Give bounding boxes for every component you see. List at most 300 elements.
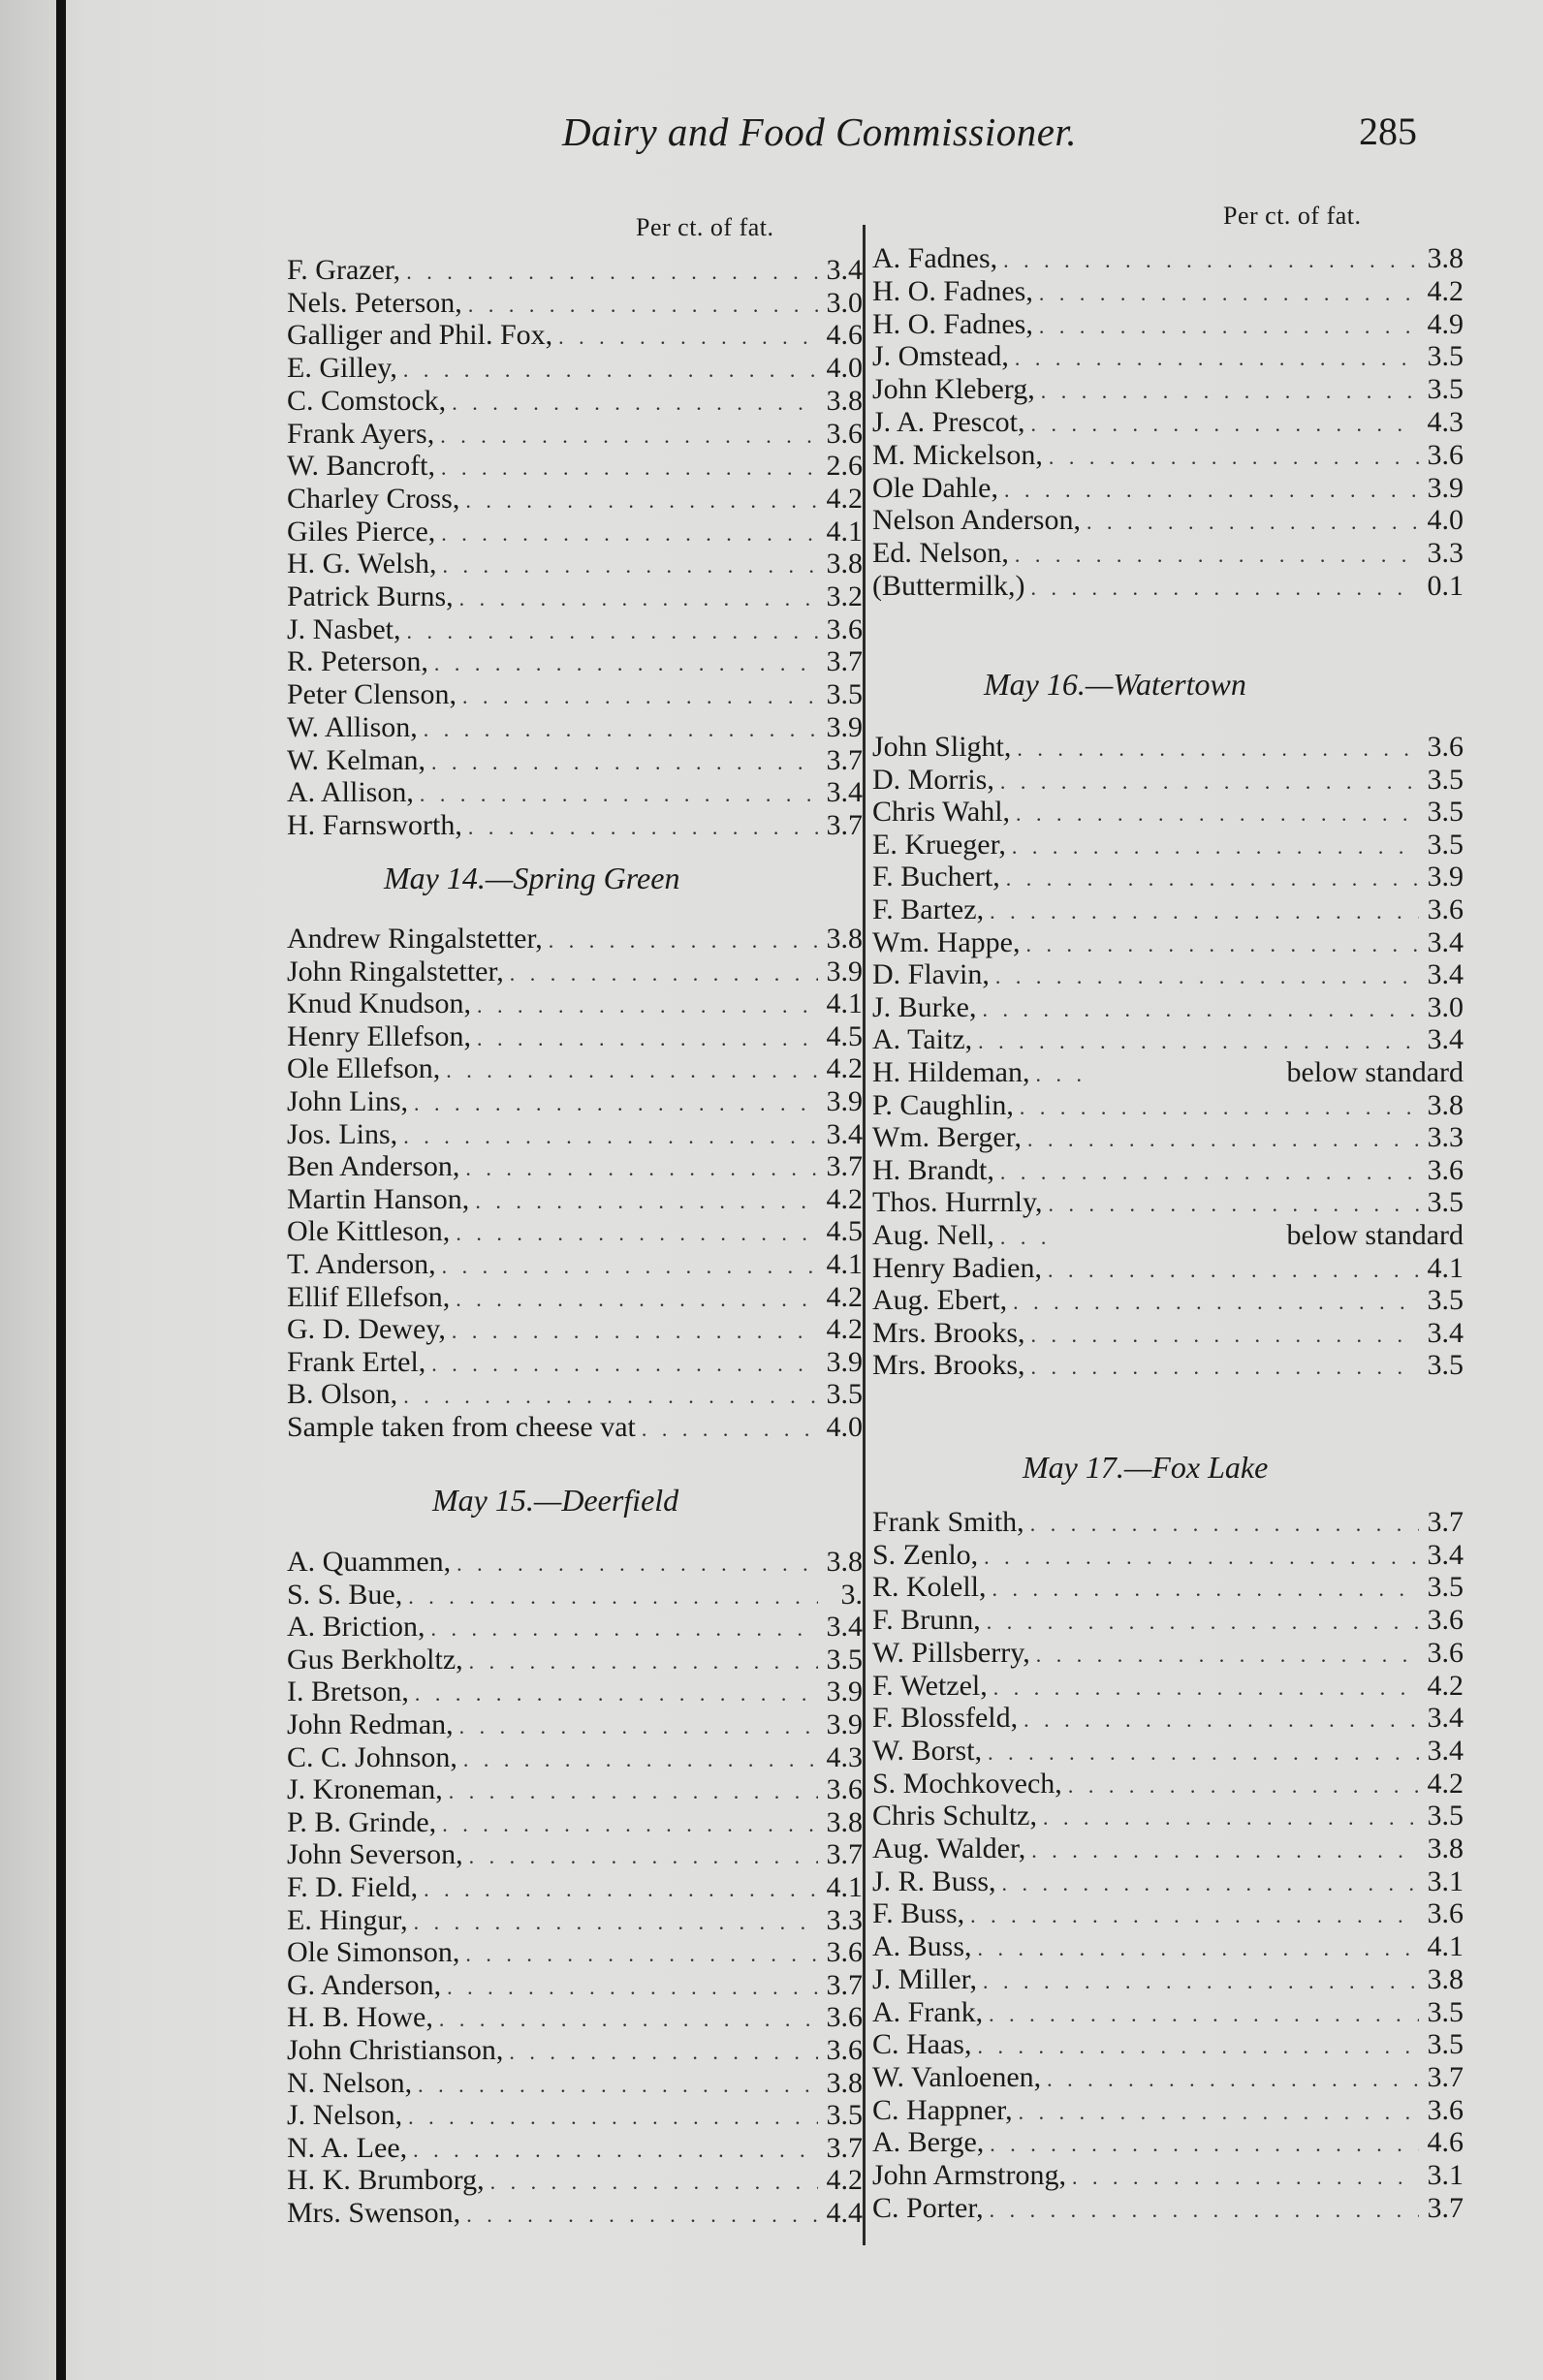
leader-dots	[984, 1541, 1419, 1574]
entry-name: A. Quammen,	[287, 1546, 452, 1578]
fat-percentage: 3.9	[1427, 471, 1464, 504]
entry-name: John Slight,	[872, 731, 1012, 763]
leader-dots	[424, 1873, 818, 1906]
fat-percentage: 4.0	[1427, 504, 1464, 537]
leader-dots	[406, 615, 818, 648]
fat-percentage: 3.9	[826, 1345, 863, 1378]
entry-name: C. Haas,	[872, 2028, 972, 2061]
leader-dots	[440, 420, 818, 453]
list-item	[872, 1963, 1464, 1996]
leader-dots	[977, 2030, 1419, 2063]
leader-dots	[434, 647, 818, 680]
fat-percentage: 3.4	[1427, 958, 1464, 991]
entry-name: F. Buss,	[872, 1897, 965, 1930]
fat-percentage: 3.6	[1427, 1604, 1464, 1637]
entry-name: J. Nelson,	[287, 2099, 403, 2132]
list-item	[872, 764, 1464, 797]
leader-dots	[1039, 310, 1419, 343]
entry-name: H. B. Howe,	[287, 2001, 433, 2034]
entry-name: Knud Knudson,	[287, 987, 472, 1020]
list-item	[287, 2197, 863, 2230]
fat-percentage: 4.2	[1427, 1669, 1464, 1702]
fat-percentage: 3.4	[1427, 1316, 1464, 1349]
entry-name: G. D. Dewey,	[287, 1313, 446, 1346]
entry-name: W. Pillsberry,	[872, 1636, 1030, 1669]
entry-name: F. Brunn,	[872, 1604, 981, 1637]
list-item	[287, 1411, 863, 1444]
list-item	[872, 2192, 1464, 2225]
fat-percentage: 3.4	[826, 1611, 863, 1644]
fat-percentage: 3.5	[826, 2099, 863, 2132]
page-number: 285	[1359, 110, 1417, 153]
leader-dots	[1017, 733, 1419, 766]
entry-name: H. Brandt,	[872, 1153, 994, 1186]
fat-percentage: 4.1	[826, 515, 863, 548]
entry-name: Thos. Hurrnly,	[872, 1186, 1043, 1219]
leader-dots	[465, 1938, 818, 1971]
list-item	[872, 1702, 1464, 1735]
fat-percentage: 3.1	[1427, 2159, 1464, 2191]
leader-dots	[995, 960, 1419, 993]
list-item	[872, 1996, 1464, 2029]
entry-name: Ole Kittleson,	[287, 1215, 451, 1248]
list-item	[287, 254, 863, 287]
entry-name: Ole Dahle,	[872, 471, 998, 504]
fat-percentage: 3.0	[826, 286, 863, 319]
entry-name: Nelson Anderson,	[872, 504, 1081, 537]
entry-name: W. Allison,	[287, 710, 418, 743]
fat-percentage: 4.5	[826, 1215, 863, 1248]
leader-dots	[990, 2194, 1419, 2227]
list-item	[287, 2034, 863, 2067]
fat-percentage: 3.4	[1427, 1538, 1464, 1571]
leader-dots	[989, 1998, 1419, 2031]
leader-dots	[490, 2166, 818, 2199]
list-item	[872, 472, 1464, 505]
leader-dots	[1004, 474, 1419, 507]
leader-dots	[441, 452, 818, 485]
list-item	[872, 991, 1464, 1024]
list-item	[287, 483, 863, 516]
list-item	[287, 923, 863, 955]
entry-name: Ole Simonson,	[287, 1936, 460, 1969]
list-item	[872, 1571, 1464, 1604]
entry-name: Chris Wahl,	[872, 796, 1011, 829]
fat-percentage: 3.8	[1427, 242, 1464, 274]
entry-name: Galliger and Phil. Fox,	[287, 319, 553, 352]
list-item	[287, 1346, 863, 1379]
entry-name: A. Berge,	[872, 2126, 985, 2159]
fat-percentage: 3.4	[826, 254, 863, 286]
entry-name: Mrs. Swenson,	[287, 2197, 461, 2229]
list-item	[872, 796, 1464, 829]
list-item	[287, 1644, 863, 1676]
entry-name: Mrs. Brooks,	[872, 1316, 1025, 1349]
fat-percentage: 3.5	[1427, 2028, 1464, 2061]
entry-name: F. Grazer,	[287, 254, 401, 286]
entry-name: Ellif Ellefson,	[287, 1280, 451, 1313]
entry-name: E. Hingur,	[287, 1903, 408, 1936]
entry-name: John Redman,	[287, 1708, 454, 1740]
list-item	[287, 1741, 863, 1774]
fat-percentage: 3.4	[1427, 1702, 1464, 1735]
leader-dots	[465, 1152, 818, 1185]
list-item	[872, 1539, 1464, 1572]
fat-percentage: 3.6	[1427, 438, 1464, 471]
entry-name: F. Bartez,	[872, 893, 985, 925]
entry-name: A. Fadnes,	[872, 242, 998, 274]
leader-dots	[477, 1022, 818, 1055]
leader-dots	[462, 680, 818, 713]
leader-dots	[988, 1737, 1419, 1769]
leader-dots	[558, 321, 818, 354]
list-item	[872, 1154, 1464, 1187]
fat-percentage: 3.3	[1427, 537, 1464, 570]
leader-dots	[1068, 1769, 1419, 1802]
leader-dots	[1020, 1091, 1419, 1124]
list-item	[287, 352, 863, 385]
leader-dots	[1049, 441, 1419, 474]
list-item	[287, 1611, 863, 1644]
entry-name: Charley Cross,	[287, 482, 460, 515]
leader-dots	[1002, 1867, 1419, 1900]
leader-dots	[1030, 572, 1419, 605]
leader-dots	[1031, 1319, 1419, 1352]
entry-name: S. Zenlo,	[872, 1538, 979, 1571]
fat-percentage: 3.7	[826, 808, 863, 841]
fat-percentage: 4.0	[826, 1411, 863, 1443]
entry-name: E. Krueger,	[872, 828, 1006, 861]
leader-dots	[439, 2003, 818, 2036]
entry-name: G. Anderson,	[287, 1968, 442, 2001]
fat-percentage: 3.7	[826, 1968, 863, 2001]
list-item	[872, 1930, 1464, 1963]
leader-dots	[456, 1217, 818, 1250]
fat-percentage: 3.9	[826, 955, 863, 987]
entry-name: Ed. Nelson,	[872, 537, 1009, 570]
fat-percentage: 4.3	[826, 1740, 863, 1773]
list-item	[872, 1089, 1464, 1122]
list-item	[287, 580, 863, 613]
leader-dots	[978, 1025, 1419, 1058]
fat-percentage: 3.1	[1427, 1864, 1464, 1897]
list-item	[287, 418, 863, 451]
fat-percentage: 4.6	[1427, 2126, 1464, 2159]
fat-percentage: 3.7	[826, 645, 863, 678]
leader-dots	[1025, 928, 1419, 961]
page-header	[0, 109, 1543, 167]
entry-name: Henry Ellefson,	[287, 1019, 471, 1052]
leader-dots	[1031, 1351, 1419, 1384]
entry-name: W. Borst,	[872, 1734, 983, 1767]
fat-percentage: 3.5	[1427, 340, 1464, 373]
entry-name: (Buttermilk,)	[872, 570, 1025, 602]
leader-dots	[424, 713, 818, 746]
leader-dots	[469, 1840, 818, 1873]
fat-percentage: 4.1	[1427, 1930, 1464, 1963]
leader-dots	[1023, 1704, 1419, 1737]
fat-percentage: 3.9	[1427, 861, 1464, 893]
fat-percentage: 3.6	[826, 1936, 863, 1969]
entry-name: Patrick Burns,	[287, 580, 454, 612]
fat-percentage: 4.2	[1427, 1767, 1464, 1800]
section-heading: May 16.—Watertown	[984, 667, 1246, 702]
list-item	[287, 287, 863, 320]
entry-name: R. Kolell,	[872, 1571, 987, 1604]
fat-percentage: 3.6	[826, 417, 863, 450]
leader-dots	[452, 1315, 818, 1348]
entry-name: Frank Ertel,	[287, 1345, 426, 1378]
fat-percentage: 3.3	[1427, 1121, 1464, 1154]
list-item	[872, 1252, 1464, 1285]
leader-dots	[403, 1120, 818, 1153]
fat-percentage: 3.5	[1427, 1349, 1464, 1382]
fat-percentage: 3.3	[826, 1903, 863, 1936]
list-item	[287, 2132, 863, 2165]
entry-name: Henry Badien,	[872, 1251, 1042, 1284]
list-item	[872, 1800, 1464, 1832]
list-item	[872, 2159, 1464, 2192]
leader-dots	[1027, 1123, 1419, 1156]
binding-edge	[56, 0, 66, 2380]
list-item	[872, 1349, 1464, 1382]
leader-dots	[449, 1775, 818, 1808]
leader-dots	[987, 1606, 1419, 1639]
list-item	[872, 1865, 1464, 1898]
entry-name: Frank Smith,	[872, 1506, 1024, 1538]
entry-name: J. Miller,	[872, 1962, 977, 1995]
fat-percentage: 3.8	[826, 1805, 863, 1838]
entry-name: A. Frank,	[872, 1995, 984, 2028]
entry-name: J. Kroneman,	[287, 1773, 443, 1806]
entry-name: C. Comstock,	[287, 384, 447, 417]
fat-percentage: 3.6	[1427, 1636, 1464, 1669]
entry-name: P. Caughlin,	[872, 1088, 1014, 1121]
entry-name: A. Buss,	[872, 1930, 972, 1963]
fat-percentage: 3.7	[826, 2131, 863, 2164]
column-divider	[863, 225, 866, 2245]
leader-dots	[1072, 2161, 1419, 2194]
list-item	[872, 275, 1464, 308]
leader-dots	[642, 1413, 818, 1446]
list-item	[872, 308, 1464, 341]
list-item	[287, 1675, 863, 1708]
list-item	[287, 1020, 863, 1053]
leader-dots	[468, 289, 818, 322]
leader-dots	[413, 2134, 818, 2167]
entry-name: W. Bancroft,	[287, 450, 436, 483]
fat-percentage: 3.7	[1427, 2191, 1464, 2224]
list-item	[287, 613, 863, 646]
leader-dots	[431, 1613, 819, 1645]
leader-dots	[1000, 1221, 1058, 1254]
fat-percentage: 3.5	[1427, 763, 1464, 796]
fat-percentage: 3.6	[1427, 2093, 1464, 2126]
entry-name: J. R. Buss,	[872, 1864, 996, 1897]
column-heading: Per ct. of fat.	[1223, 202, 1362, 230]
leader-dots	[509, 2036, 818, 2069]
entry-name: Martin Hanson,	[287, 1182, 470, 1215]
leader-dots	[442, 1808, 818, 1841]
leader-dots	[1043, 1801, 1419, 1834]
entry-name: Jos. Lins,	[287, 1117, 398, 1150]
entry-name: H. O. Fadnes,	[872, 274, 1033, 307]
entry-name: J. Omstead,	[872, 340, 1009, 373]
leader-dots	[431, 746, 818, 779]
leader-dots	[403, 354, 818, 387]
fat-percentage: 3.8	[826, 923, 863, 955]
list-item	[287, 987, 863, 1020]
entry-name: Mrs. Brooks,	[872, 1349, 1025, 1382]
list-item	[872, 1637, 1464, 1670]
fat-percentage: 3.5	[826, 1378, 863, 1411]
entry-name: Andrew Ringalstetter,	[287, 923, 543, 955]
list-item	[287, 1281, 863, 1314]
list-item	[872, 1832, 1464, 1865]
list-item	[287, 319, 863, 352]
entry-name: N. Nelson,	[287, 2066, 413, 2099]
leader-dots	[1036, 1639, 1419, 1672]
running-title: Dairy and Food Commissioner.	[562, 110, 1078, 154]
list-item	[287, 1248, 863, 1281]
leader-dots	[1015, 539, 1419, 572]
fat-percentage: 3.6	[826, 1773, 863, 1806]
leader-dots	[1086, 506, 1419, 539]
list-item	[287, 1871, 863, 1904]
leader-dots	[1031, 1834, 1419, 1867]
list-item	[287, 744, 863, 777]
leader-dots	[1031, 408, 1420, 441]
entry-name: John Armstrong,	[872, 2159, 1067, 2191]
entry-name: H. Hildeman,	[872, 1056, 1030, 1088]
fat-percentage: 4.2	[826, 1052, 863, 1085]
list-item	[287, 1215, 863, 1248]
leader-dots	[1003, 244, 1419, 277]
fat-percentage: 3.8	[1427, 1962, 1464, 1995]
list-item	[872, 340, 1464, 373]
leader-dots	[549, 924, 818, 957]
entry-name: H. Farnsworth,	[287, 808, 462, 841]
fat-percentage: 3.5	[1427, 373, 1464, 406]
entry-name: J. Nasbet,	[287, 612, 401, 645]
list-item	[872, 1670, 1464, 1703]
entry-name: John Severson,	[287, 1838, 463, 1871]
entry-name: Sample taken from cheese vat	[287, 1411, 636, 1443]
list-item	[872, 1735, 1464, 1768]
leader-dots	[414, 1906, 818, 1939]
list-item	[872, 406, 1464, 439]
leader-dots	[1006, 862, 1419, 895]
entry-name: R. Peterson,	[287, 645, 428, 678]
fat-percentage: 4.1	[826, 987, 863, 1020]
fat-percentage: 3.4	[826, 1117, 863, 1150]
leader-dots	[463, 1743, 818, 1776]
entry-name: C. C. Johnson,	[287, 1740, 457, 1773]
list-item	[872, 1056, 1464, 1089]
list-item	[287, 955, 863, 988]
fat-percentage: 3.5	[1427, 1186, 1464, 1219]
list-item	[287, 1085, 863, 1118]
entry-name: S. S. Bue,	[287, 1578, 403, 1611]
list-item	[872, 1604, 1464, 1637]
section-heading: May 15.—Deerfield	[432, 1483, 679, 1518]
fat-percentage: 3.6	[826, 2001, 863, 2034]
fat-percentage: 4.3	[1427, 406, 1464, 438]
list-item	[287, 1313, 863, 1346]
leader-dots	[1000, 1156, 1419, 1189]
entry-name: A. Briction,	[287, 1611, 425, 1644]
leader-dots	[970, 1899, 1419, 1932]
list-item	[872, 373, 1464, 406]
fat-percentage: 3.5	[1427, 1284, 1464, 1317]
leader-dots	[978, 1932, 1419, 1965]
list-item	[872, 2028, 1464, 2061]
entry-name: C. Happner,	[872, 2093, 1013, 2126]
list-item	[287, 548, 863, 580]
list-item	[287, 1773, 863, 1806]
entry-name: I. Bretson,	[287, 1675, 409, 1708]
entry-name: D. Morris,	[872, 763, 994, 796]
entry-name: F. Blossfeld,	[872, 1702, 1019, 1735]
list-item	[287, 1838, 863, 1871]
fat-percentage: 4.1	[826, 1871, 863, 1903]
fat-percentage: 3.7	[826, 743, 863, 776]
entry-name: W. Kelman,	[287, 743, 426, 776]
leader-dots	[418, 2069, 818, 2102]
fat-percentage: 3.7	[1427, 2060, 1464, 2093]
entry-name: J. A. Prescot,	[872, 406, 1025, 438]
fat-percentage: 0.1	[1427, 570, 1464, 602]
fat-percentage: 3.6	[826, 2034, 863, 2066]
list-item	[287, 1183, 863, 1216]
leader-dots	[431, 1348, 818, 1381]
list-item	[287, 1052, 863, 1085]
fat-percentage: 3.5	[1427, 1800, 1464, 1832]
list-item	[872, 1186, 1464, 1219]
list-item	[872, 1219, 1464, 1252]
leader-dots	[510, 957, 818, 990]
list-item	[872, 1506, 1464, 1539]
entry-name: Chris Schultz,	[872, 1800, 1037, 1832]
entry-name: Giles Pierce,	[287, 515, 436, 548]
leader-dots	[452, 387, 818, 420]
list-item	[872, 1023, 1464, 1056]
leader-dots	[990, 895, 1419, 928]
list-item	[872, 2094, 1464, 2127]
entry-name: N. A. Lee,	[287, 2131, 408, 2164]
entry-name: D. Flavin,	[872, 958, 990, 991]
leader-dots	[447, 1971, 818, 2004]
list-item	[287, 809, 863, 842]
list-item	[872, 504, 1464, 537]
fat-percentage: 4.1	[1427, 1251, 1464, 1284]
list-item	[287, 450, 863, 483]
leader-dots	[993, 1672, 1419, 1705]
list-item	[287, 1969, 863, 2002]
entry-name: Frank Ayers,	[287, 417, 435, 450]
list-item	[872, 1121, 1464, 1154]
leader-dots	[992, 1573, 1420, 1606]
entry-name: H. K. Brumborg,	[287, 2164, 485, 2197]
fat-percentage: 4.9	[1427, 307, 1464, 340]
leader-dots	[446, 1054, 818, 1087]
list-item	[872, 893, 1464, 926]
column-heading: Per ct. of fat.	[636, 213, 774, 241]
fat-percentage: 2.6	[826, 450, 863, 483]
fat-percentage: 3.9	[826, 1085, 863, 1117]
fat-percentage: 3.6	[826, 612, 863, 645]
fat-percentage: 3.9	[826, 710, 863, 743]
